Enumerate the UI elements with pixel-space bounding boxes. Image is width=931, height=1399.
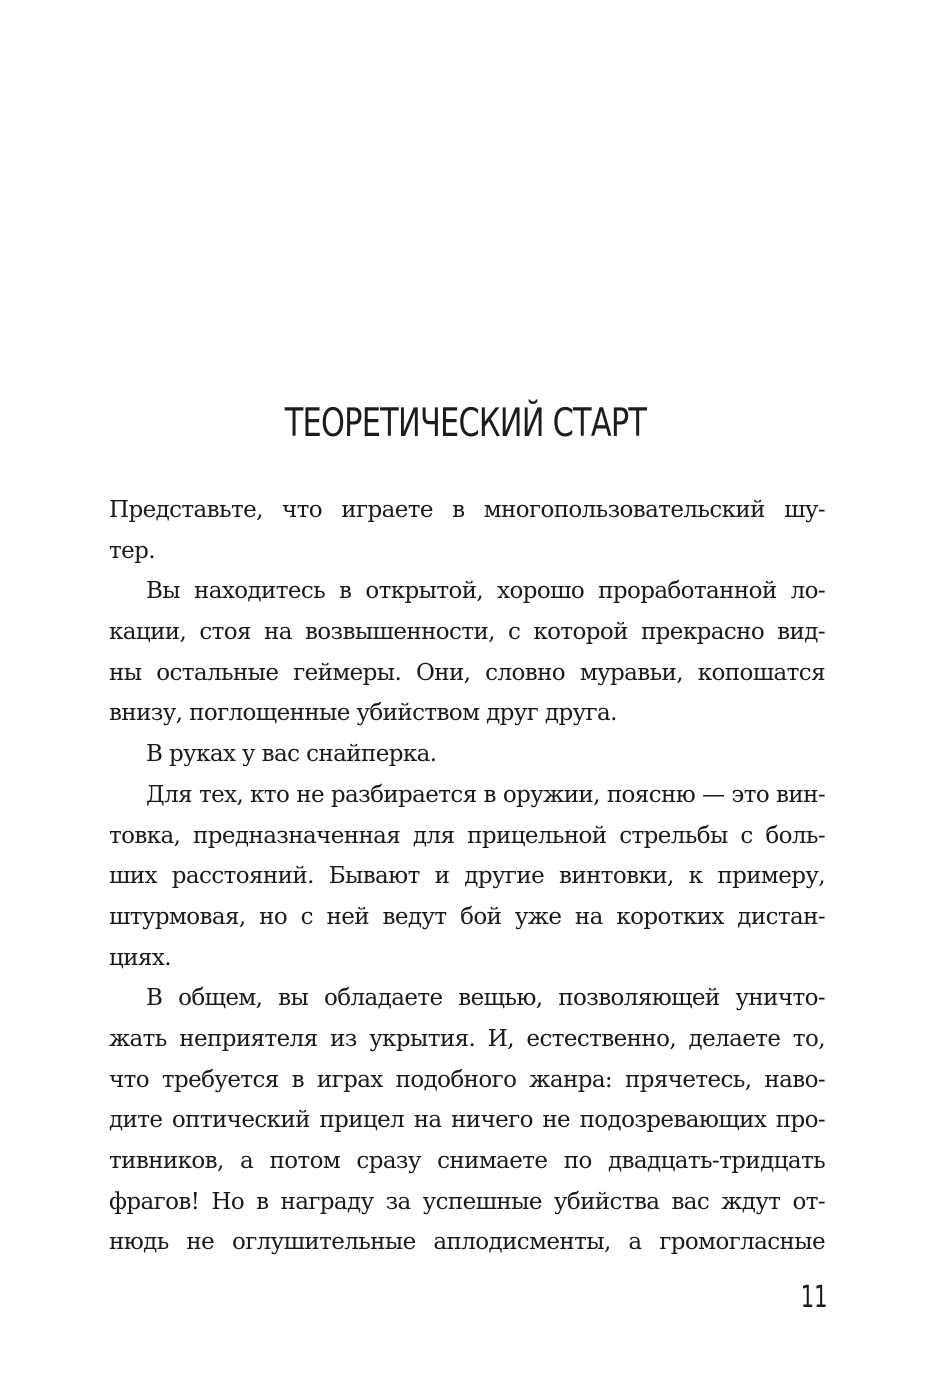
text-line: Для тех, кто не разбирается в оружии, поясню — это вин-: [146, 781, 825, 808]
text-line: штурмовая, но с ней ведут бой уже на коротких дистан-: [109, 903, 825, 930]
text-line: фрагов! Но в награду за успешные убийства вас ждут от-: [109, 1188, 825, 1215]
text-line: Представьте, что играете в многопользовательский шу-: [109, 497, 825, 523]
text-line: тер.: [109, 537, 155, 564]
text-line: тивников, а потом сразу снимаете по двадцать-тридцать: [109, 1148, 825, 1174]
text-line: жать неприятеля из укрытия. И, естественно, делаете то,: [109, 1025, 825, 1052]
text-line: что требуется в играх подобного жанра: прячетесь, наво-: [109, 1066, 825, 1093]
text-line: кации, стоя на возвышенности, с которой прекрасно вид-: [109, 619, 825, 646]
text-line: внизу, поглощенные убийством друг друга.: [109, 700, 617, 727]
text-line: Вы находитесь в открытой, хорошо проработанной ло-: [146, 578, 825, 605]
page-number: 11: [800, 1280, 828, 1315]
text-line: ших расстояний. Бывают и другие винтовки, к примеру,: [109, 863, 825, 890]
text-line: товка, предназначенная для прицельной стрельбы с боль-: [109, 822, 825, 849]
body-text: [109, 490, 825, 1263]
chapter-title: ТЕОРЕТИЧЕСКИЙ СТАРТ: [284, 401, 647, 446]
text-line: В руках у вас снайперка.: [146, 741, 437, 768]
text-line: В общем, вы обладаете вещью, позволяющей уничто-: [146, 985, 825, 1012]
text-line: ны остальные геймеры. Они, словно муравьи, копошатся: [109, 659, 825, 686]
text-line: дите оптический прицел на ничего не подозревающих про-: [109, 1107, 825, 1134]
text-line: нюдь не оглушительные аплодисменты, а громогласные: [109, 1229, 825, 1256]
text-line: циях.: [109, 944, 171, 971]
